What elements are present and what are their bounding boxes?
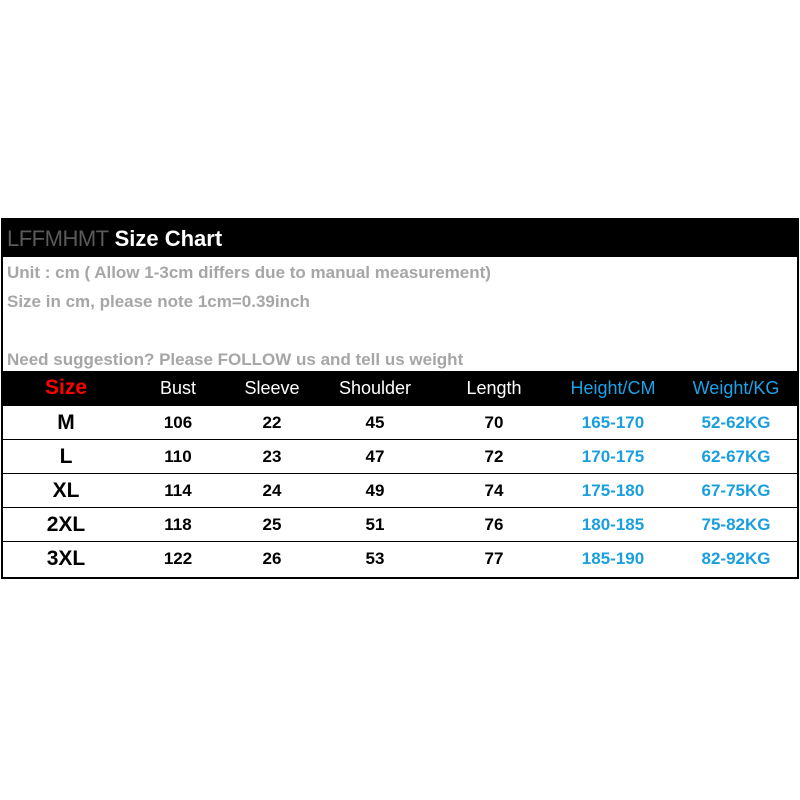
length-cell: 70	[484, 412, 504, 432]
table-row	[3, 507, 797, 541]
bust-cell: 110	[164, 446, 192, 466]
sleeve-cell: 22	[262, 412, 282, 432]
bust-cell: 118	[164, 514, 192, 534]
chart-title: Size Chart	[114, 225, 223, 251]
size-chart	[1, 218, 799, 579]
sleeve-cell: 24	[262, 480, 282, 500]
sleeve-cell: 25	[262, 514, 282, 534]
shoulder-cell: 45	[365, 412, 385, 432]
column-header-bust: Bust	[159, 377, 197, 398]
table-header	[3, 371, 797, 405]
size-cell: XL	[52, 478, 80, 502]
height-cell: 185-190	[581, 548, 645, 568]
table-row	[3, 473, 797, 507]
notes-panel	[3, 257, 797, 371]
column-header-length: Length	[466, 377, 522, 398]
weight-cell: 75-82KG	[701, 514, 771, 534]
height-cell: 165-170	[581, 412, 645, 432]
table-body	[3, 405, 797, 575]
unit-note: Unit : cm ( Allow 1-3cm differs due to manual measurement)	[7, 263, 491, 282]
sleeve-cell: 23	[262, 446, 282, 466]
length-cell: 77	[484, 548, 504, 568]
size-cell: 3XL	[46, 546, 86, 570]
shoulder-cell: 51	[365, 514, 385, 534]
shoulder-cell: 53	[365, 548, 385, 568]
length-cell: 72	[484, 446, 504, 466]
table-row	[3, 405, 797, 439]
bust-cell: 106	[163, 412, 193, 432]
bust-cell: 122	[163, 548, 193, 568]
conversion-note: Size in cm, please note 1cm=0.39inch	[7, 292, 310, 311]
table-row	[3, 439, 797, 473]
shoulder-cell: 47	[365, 446, 385, 466]
length-cell: 74	[484, 480, 504, 500]
size-cell: 2XL	[46, 512, 86, 536]
weight-cell: 52-62KG	[701, 412, 771, 432]
column-header-shoulder: Shoulder	[338, 377, 412, 398]
weight-cell: 67-75KG	[701, 480, 771, 500]
table-row	[3, 541, 797, 575]
column-header-weight: Weight/KG	[692, 377, 780, 398]
column-header-height: Height/CM	[570, 377, 656, 398]
length-cell: 76	[484, 514, 504, 534]
height-cell: 175-180	[581, 480, 645, 500]
weight-cell: 82-92KG	[701, 548, 771, 568]
brand-name: LFFMHMT	[7, 225, 109, 251]
height-cell: 170-175	[581, 446, 645, 466]
height-cell: 180-185	[581, 514, 645, 534]
title-bar	[3, 220, 797, 257]
size-cell: L	[59, 444, 73, 468]
shoulder-cell: 49	[365, 480, 385, 500]
size-cell: M	[57, 410, 75, 434]
bust-cell: 114	[164, 480, 192, 500]
suggestion-note: Need suggestion? Please FOLLOW us and tell us weight	[7, 350, 464, 369]
weight-cell: 62-67KG	[701, 446, 771, 466]
column-header-size: Size	[44, 376, 88, 399]
column-header-sleeve: Sleeve	[244, 377, 300, 398]
sleeve-cell: 26	[262, 548, 282, 568]
